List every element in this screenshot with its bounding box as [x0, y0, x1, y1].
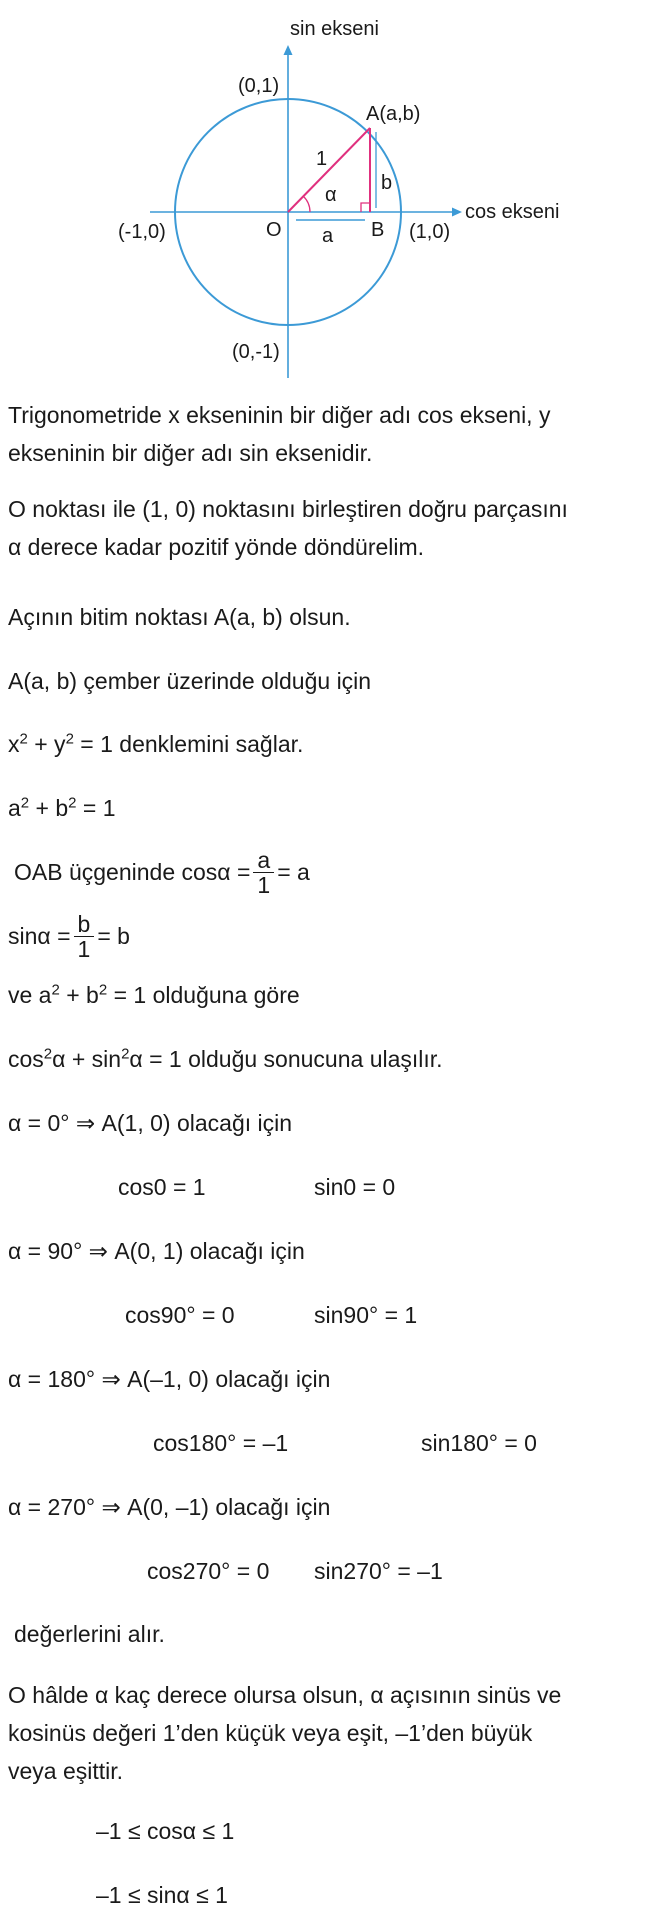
- a-segment-label: a: [322, 225, 334, 247]
- ab-equation-line: $a^2 + b^2 = 1$: [8, 794, 116, 821]
- cos-axis-arrow: [452, 208, 462, 217]
- circle-equation-line: $x^2 + y^2 = 1$ denklemini sağlar.: [8, 730, 304, 757]
- right-angle-mark: [361, 203, 370, 212]
- b-segment-label: b: [381, 172, 393, 194]
- cos-fraction-line: OAB üçgeninde cosα = $\frac{a}{1}$ = a: [14, 846, 310, 898]
- cos-axis-label: cos ekseni: [465, 201, 560, 223]
- point-bottom-label: (0,-1): [232, 341, 280, 363]
- endpoint-line: Açının bitim noktası A(a, b) olsun.: [8, 604, 351, 630]
- point-right-label: (1,0): [409, 221, 451, 243]
- case-180-cos: cos180° = –1: [153, 1430, 289, 1456]
- unit-circle-diagram: [0, 0, 666, 380]
- case-180-line: α = 180° ⇒ A(–1, 0) olacağı için: [8, 1366, 331, 1392]
- cos-inequality: –1 ≤ cosα ≤ 1: [96, 1818, 235, 1844]
- alpha-label: α: [325, 184, 337, 206]
- case-0-cos: cos0 = 1: [118, 1174, 206, 1200]
- intro-paragraph: Trigonometride x ekseninin bir diğer adı cos ekseni, y ekseninin bir diğer adı sin eksenidir.: [8, 402, 551, 466]
- angle-arc: [303, 196, 310, 212]
- case-270-cos: cos270° = 0: [147, 1558, 270, 1584]
- sin-axis-label: sin ekseni: [290, 18, 379, 40]
- point-a-label: A(a,b): [366, 103, 421, 125]
- origin-label: O: [266, 219, 282, 241]
- case-270-line: α = 270° ⇒ A(0, –1) olacağı için: [8, 1494, 331, 1520]
- case-90-sin: sin90° = 1: [314, 1302, 418, 1328]
- sin-fraction-line: sinα = $\frac{b}{1}$ = b: [8, 910, 130, 962]
- sin-inequality: –1 ≤ sinα ≤ 1: [96, 1882, 228, 1908]
- since-line: ve $a^2 + b^2 = 1$ olduğuna göre: [8, 981, 300, 1008]
- radius-label: 1: [316, 148, 328, 170]
- on-circle-line: A(a, b) çember üzerinde olduğu için: [8, 668, 372, 694]
- conclusion-paragraph: O hâlde α kaç derece olursa olsun, α açısının sinüs ve kosinüs değeri 1’den küçük veya eşit, –1’den büyük veya eşittir.: [8, 1682, 562, 1784]
- case-0-sin: sin0 = 0: [314, 1174, 396, 1200]
- identity-line: $\cos^2\alpha + \sin^2\alpha = 1$ olduğu sonucuna ulaşılır.: [8, 1045, 443, 1072]
- case-0-line: α = 0° ⇒ A(1, 0) olacağı için: [8, 1110, 293, 1136]
- point-b-label: B: [371, 219, 385, 241]
- rotation-paragraph: O noktası ile (1, 0) noktasını birleştiren doğru parçasını α derece kadar pozitif yönde döndürelim.: [8, 496, 568, 560]
- values-line: değerlerini alır.: [14, 1621, 165, 1647]
- point-left-label: (-1,0): [118, 221, 166, 243]
- case-90-line: α = 90° ⇒ A(0, 1) olacağı için: [8, 1238, 305, 1264]
- cos-fraction: $\frac{a}{1}$: [253, 848, 274, 897]
- sin-axis-arrow: [284, 45, 293, 55]
- sin-fraction: $\frac{b}{1}$: [74, 912, 95, 961]
- case-90-cos: cos90° = 0: [125, 1302, 235, 1328]
- point-top-label: (0,1): [238, 75, 280, 97]
- case-180-sin: sin180° = 0: [421, 1430, 537, 1456]
- case-270-sin: sin270° = –1: [314, 1558, 443, 1584]
